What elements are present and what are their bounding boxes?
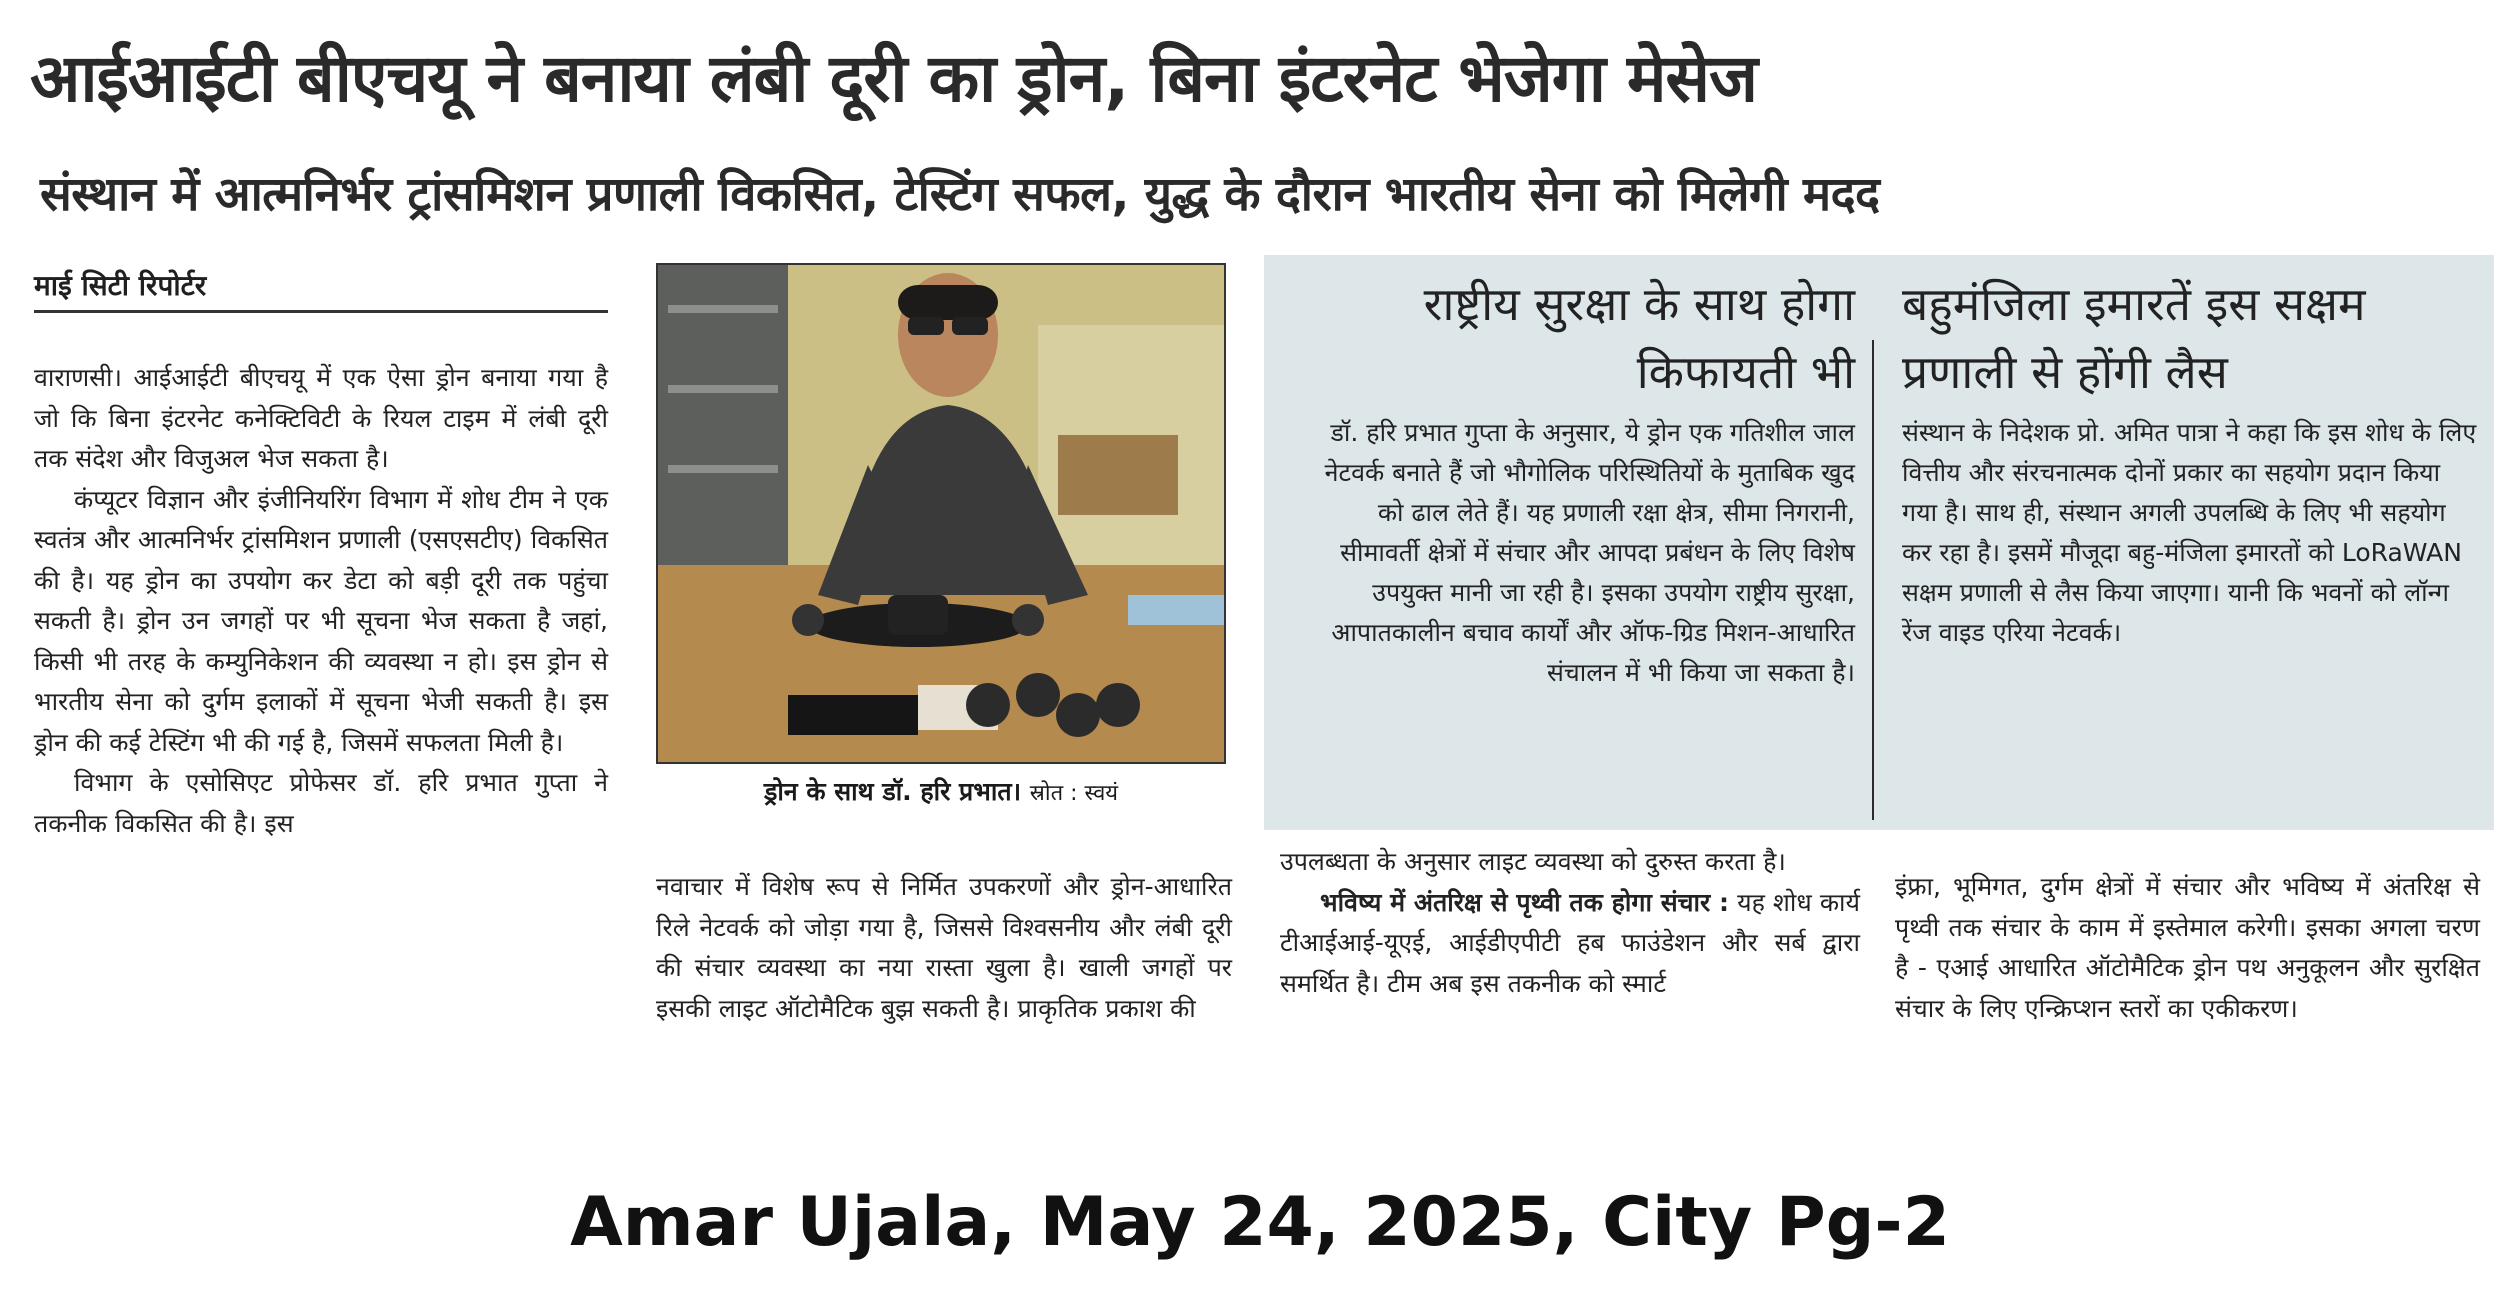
- caption-source: स्रोत : स्वयं: [1029, 781, 1119, 806]
- photo-caption: [656, 772, 1226, 814]
- caption-text: ड्रोन के साथ डॉ. हरि प्रभात।: [763, 777, 1022, 806]
- paragraph: इंफ्रा, भूमिगत, दुर्गम क्षेत्रों में संचार और भविष्य में अंतरिक्ष से पृथ्वी तक संचार के काम में इस्तेमाल करेगी। इसका अगला चरण है - एआई आधारित ऑटोमैटिक ड्रोन पथ अनुकूलन और सुरक्षित संचार के लिए एन्क्रिप्शन स्तरों का एकीकरण।: [1895, 872, 2480, 1023]
- sidebar-divider: [1872, 340, 1874, 820]
- paragraph-text: यह शोध कार्य टीआईआई-यूएई, आईडीएपीटी हब फाउंडेशन और सर्ब द्वारा समर्थित है। टीम अब इस तकनीक को स्मार्ट: [1280, 887, 1861, 998]
- subheadline: संस्थान में आत्मनिर्भर ट्रांसमिशन प्रणाली विकसित, टेस्टिंग सफल, युद्ध के दौरान भारतीय सेना को मिलेगी मदद: [40, 167, 1880, 222]
- headline: आईआईटी बीएचयू ने बनाया लंबी दूरी का ड्रोन, बिना इंटरनेट भेजेगा मेसेज: [30, 40, 1757, 117]
- sidebar-left-body: डॉ. हरि प्रभात गुप्ता के अनुसार, ये ड्रोन एक गतिशील जाल नेटवर्क बनाते हैं जो भौगोलिक परिस्थितियों के मुताबिक खुद को ढाल लेते हैं। यह प्रणाली रक्षा क्षेत्र, सीमा निगरानी, सीमावर्ती क्षेत्रों में संचार और आपदा प्रबंधन के लिए विशेष उपयुक्त मानी जा रही है। इसका उपयोग राष्ट्रीय सुरक्षा, आपातकालीन बचाव कार्यों और ऑफ-ग्रिड मिशन-आधारित संचालन में भी किया जा सकता है।: [1324, 418, 1855, 687]
- article-column-1: [34, 358, 608, 844]
- inline-subheading: भविष्य में अंतरिक्ष से पृथ्वी तक होगा संचार :: [1320, 887, 1730, 917]
- paragraph: वाराणसी। आईआईटी बीएचयू में एक ऐसा ड्रोन बनाया गया है जो कि बिना इंटरनेट कनेक्टिविटी के रियल टाइम में लंबी दूरी तक संदेश और विजुअल भेज सकता है।: [34, 363, 608, 473]
- paragraph: उपलब्धता के अनुसार लाइट व्यवस्था को दुरुस्त करता है।: [1280, 847, 1786, 876]
- photo-drone-researcher-illustration: [658, 265, 1224, 762]
- paragraph: विभाग के एसोसिएट प्रोफेसर डॉ. हरि प्रभात गुप्ता ने तकनीक विकसित की है। इस: [34, 768, 608, 838]
- article-column-3: [1280, 842, 1860, 1004]
- article-column-4: [1895, 842, 2480, 1054]
- sidebar-right-body: संस्थान के निदेशक प्रो. अमित पात्रा ने कहा कि इस शोध के लिए वित्तीय और संरचनात्मक दोनों प्रकार का सहयोग प्रदान किया गया है। साथ ही, संस्थान अगली उपलब्धि के लिए भी सहयोग कर रहा है। इसमें मौजूदा बहु-मंजिला इमारतों को LoRaWAN सक्षम प्रणाली से लैस किया जाएगा। यानी कि भवनों को लॉन्ग रेंज वाइड एरिया नेटवर्क।: [1902, 418, 2477, 647]
- source-citation: Amar Ujala, May 24, 2025, City Pg-2: [570, 1183, 1950, 1262]
- article-column-2: [656, 842, 1232, 1054]
- paragraph: नवाचार में विशेष रूप से निर्मित उपकरणों और ड्रोन-आधारित रिले नेटवर्क को जोड़ा गया है, जिससे विश्वसनीय और लंबी दूरी की संचार व्यवस्था का नया रास्ता खुला है। खाली जगहों पर इसकी लाइट ऑटोमैटिक बुझ सकती है। प्राकृतिक प्रकाश की: [656, 872, 1232, 1023]
- sidebar-left-heading: राष्ट्रीय सुरक्षा के साथ होगा किफायती भी: [1423, 277, 1855, 399]
- sidebar-right-heading: बहुमंजिला इमारतें इस सक्षम प्रणाली से होंगी लैस: [1902, 277, 2366, 399]
- paragraph: [1280, 883, 1860, 1005]
- news-photo: [656, 263, 1226, 764]
- paragraph: कंप्यूटर विज्ञान और इंजीनियरिंग विभाग में शोध टीम ने एक स्वतंत्र और आत्मनिर्भर ट्रांसमिशन प्रणाली (एसएसटीए) विकसित की है। यह ड्रोन का उपयोग कर डेटा को बड़ी दूरी तक पहुंचा सकती है। ड्रोन उन जगहों पर भी सूचना भेज सकता है जहां, किसी भी तरह के कम्युनिकेशन की व्यवस्था न हो। इस ड्रोन से भारतीय सेना को दुर्गम इलाकों में सूचना भेजी सकती है। इस ड्रोन की कई टेस्टिंग भी की गई है, जिसमें सफलता मिली है।: [34, 484, 608, 757]
- byline: माई सिटी रिपोर्टर: [34, 262, 608, 313]
